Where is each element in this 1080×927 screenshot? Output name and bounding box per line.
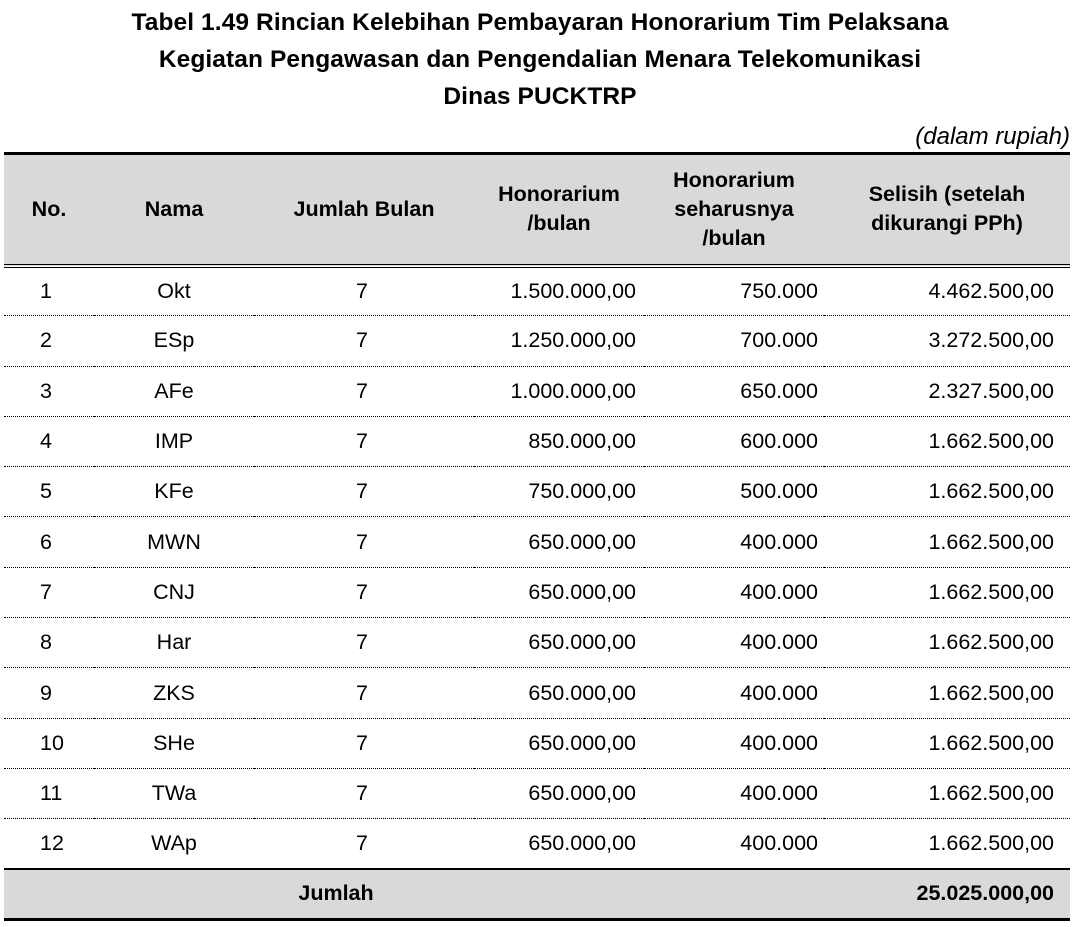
cell-nama: KFe [94,467,254,517]
cell-no: 7 [4,567,94,617]
cell-selisih: 4.462.500,00 [824,266,1070,316]
total-empty-cell [644,869,824,919]
header-seharusnya-line-2: seharusnya [674,196,794,221]
header-seharusnya-line-1: Honorarium [673,167,795,192]
cell-no: 8 [4,618,94,668]
cell-jumlah-bulan: 7 [254,467,474,517]
header-selisih-line-1: Selisih (setelah [868,182,1026,207]
title-line-2: Kegiatan Pengawasan dan Pengendalian Menara Telekomunikasi [158,46,922,73]
table-row [4,316,1070,366]
cell-honorarium: 650.000,00 [474,517,644,567]
cell-no: 2 [4,316,94,366]
title-line-3: Dinas PUCKTRP [443,83,637,110]
table-row [4,266,1070,316]
cell-selisih: 1.662.500,00 [824,467,1070,517]
cell-no: 10 [4,718,94,768]
total-row [4,869,1070,919]
cell-selisih: 2.327.500,00 [824,366,1070,416]
cell-selisih: 1.662.500,00 [824,618,1070,668]
header-selisih-line-2: dikurangi PPh) [871,211,1023,236]
cell-selisih: 1.662.500,00 [824,668,1070,718]
cell-nama: ZKS [94,668,254,718]
table-row [4,618,1070,668]
cell-honorarium-seharusnya: 400.000 [644,718,824,768]
cell-jumlah-bulan: 7 [254,768,474,818]
cell-jumlah-bulan: 7 [254,416,474,466]
cell-selisih: 1.662.500,00 [824,768,1070,818]
cell-no: 4 [4,416,94,466]
table-body [4,266,1070,870]
cell-no: 6 [4,517,94,567]
cell-nama: Har [94,618,254,668]
cell-honorarium: 1.500.000,00 [474,266,644,316]
header-no: No. [4,154,94,266]
cell-no: 3 [4,366,94,416]
total-label: Jumlah [4,869,474,919]
cell-honorarium: 650.000,00 [474,618,644,668]
cell-selisih: 1.662.500,00 [824,819,1070,869]
cell-honorarium: 650.000,00 [474,567,644,617]
cell-nama: CNJ [94,567,254,617]
cell-jumlah-bulan: 7 [254,517,474,567]
cell-nama: SHe [94,718,254,768]
cell-honorarium-seharusnya: 600.000 [644,416,824,466]
header-seharusnya-line-3: /bulan [702,225,766,250]
table-row [4,567,1070,617]
honorarium-table [4,152,1070,921]
cell-honorarium-seharusnya: 750.000 [644,266,824,316]
cell-honorarium: 1.250.000,00 [474,316,644,366]
cell-honorarium: 650.000,00 [474,718,644,768]
cell-honorarium-seharusnya: 500.000 [644,467,824,517]
cell-selisih: 1.662.500,00 [824,567,1070,617]
cell-honorarium-seharusnya: 400.000 [644,517,824,567]
table-row [4,668,1070,718]
cell-nama: AFe [94,366,254,416]
cell-no: 5 [4,467,94,517]
cell-nama: IMP [94,416,254,466]
cell-honorarium-seharusnya: 400.000 [644,567,824,617]
cell-no: 9 [4,668,94,718]
table-row [4,768,1070,818]
cell-jumlah-bulan: 7 [254,567,474,617]
table-row [4,467,1070,517]
header-honorarium-line-2: /bulan [527,211,591,236]
cell-jumlah-bulan: 7 [254,316,474,366]
cell-nama: MWN [94,517,254,567]
cell-selisih: 1.662.500,00 [824,718,1070,768]
table-header-row [4,154,1070,266]
header-jumlah-bulan: Jumlah Bulan [254,154,474,266]
table-row [4,416,1070,466]
cell-jumlah-bulan: 7 [254,266,474,316]
cell-honorarium: 1.000.000,00 [474,366,644,416]
table-row [4,366,1070,416]
cell-honorarium-seharusnya: 650.000 [644,366,824,416]
cell-honorarium-seharusnya: 400.000 [644,668,824,718]
table-row [4,718,1070,768]
cell-nama: Okt [94,266,254,316]
table-row [4,517,1070,567]
cell-honorarium: 650.000,00 [474,819,644,869]
header-nama: Nama [94,154,254,266]
cell-nama: WAp [94,819,254,869]
cell-selisih: 3.272.500,00 [824,316,1070,366]
cell-no: 11 [4,768,94,818]
cell-jumlah-bulan: 7 [254,718,474,768]
cell-honorarium-seharusnya: 400.000 [644,768,824,818]
cell-selisih: 1.662.500,00 [824,416,1070,466]
unit-note: (dalam rupiah) [915,123,1070,150]
cell-honorarium-seharusnya: 700.000 [644,316,824,366]
cell-honorarium: 750.000,00 [474,467,644,517]
cell-selisih: 1.662.500,00 [824,517,1070,567]
cell-jumlah-bulan: 7 [254,819,474,869]
table-row [4,819,1070,869]
cell-no: 1 [4,266,94,316]
header-honorarium-seharusnya [644,154,824,266]
cell-honorarium: 650.000,00 [474,768,644,818]
total-value: 25.025.000,00 [824,869,1070,919]
cell-honorarium: 650.000,00 [474,668,644,718]
table-title [0,4,1080,115]
cell-honorarium-seharusnya: 400.000 [644,819,824,869]
header-selisih [824,154,1070,266]
cell-jumlah-bulan: 7 [254,668,474,718]
cell-nama: TWa [94,768,254,818]
cell-honorarium: 850.000,00 [474,416,644,466]
cell-jumlah-bulan: 7 [254,618,474,668]
header-honorarium-line-1: Honorarium [498,182,620,207]
title-line-1: Tabel 1.49 Rincian Kelebihan Pembayaran Honorarium Tim Pelaksana [131,9,949,36]
header-honorarium [474,154,644,266]
cell-nama: ESp [94,316,254,366]
cell-no: 12 [4,819,94,869]
total-empty-cell [474,869,644,919]
cell-jumlah-bulan: 7 [254,366,474,416]
cell-honorarium-seharusnya: 400.000 [644,618,824,668]
